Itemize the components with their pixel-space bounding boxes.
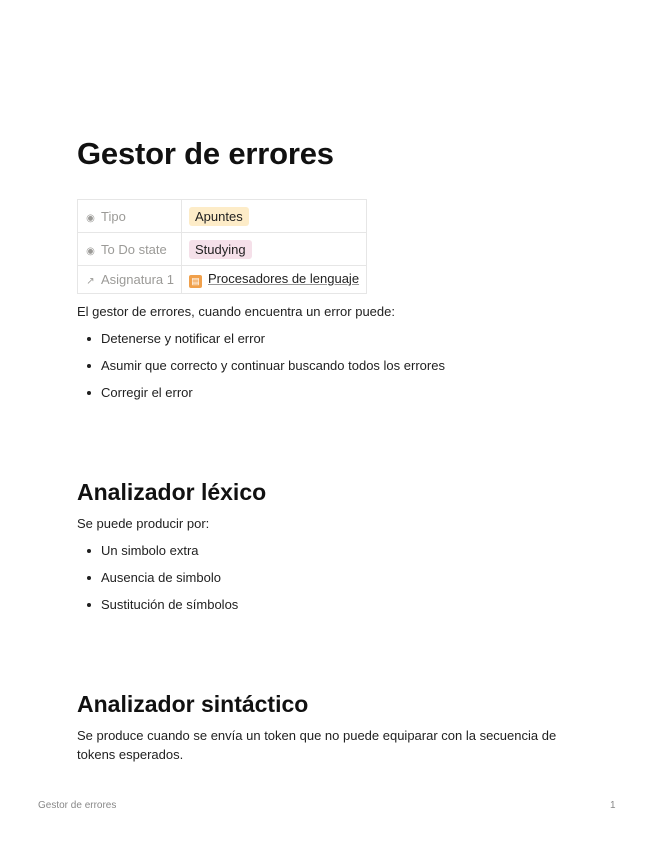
- list-item: Ausencia de simbolo: [77, 568, 238, 595]
- relation-link-procesadores[interactable]: Procesadores de lenguaje: [208, 271, 360, 286]
- select-icon: ◉: [86, 212, 95, 224]
- list-item: Un simbolo extra: [77, 541, 238, 568]
- property-name-cell: [78, 233, 182, 266]
- list-item: Sustitución de símbolos: [77, 595, 238, 622]
- page-title: Gestor de errores: [77, 136, 334, 171]
- intro-paragraph: El gestor de errores, cuando encuentra un error puede:: [77, 304, 395, 319]
- relation-arrow-icon: ↗: [86, 276, 95, 287]
- property-value-cell[interactable]: [182, 200, 367, 233]
- property-row-asignatura: [78, 266, 367, 294]
- list-item: Corregir el error: [77, 383, 445, 410]
- lexico-paragraph: Se puede producir por:: [77, 516, 210, 531]
- property-row-tipo: [78, 200, 367, 233]
- sintactico-paragraph: Se produce cuando se envía un token que no puede equiparar con la secuencia de tokens esperados.: [77, 728, 557, 762]
- notebook-icon: ▤: [189, 275, 202, 288]
- intro-list: [77, 329, 445, 410]
- property-name: Tipo: [101, 208, 126, 224]
- list-item: Detenerse y notificar el error: [77, 329, 445, 356]
- heading-analizador-lexico: Analizador léxico: [77, 479, 267, 505]
- select-icon: ◉: [86, 245, 95, 257]
- list-item: Asumir que correcto y continuar buscando todos los errores: [77, 356, 445, 383]
- property-value-cell[interactable]: [182, 266, 367, 294]
- property-name: Asignatura 1: [101, 272, 174, 287]
- property-row-todo-state: [78, 233, 367, 266]
- properties-table: [77, 199, 367, 294]
- heading-analizador-sintactico: Analizador sintáctico: [77, 691, 309, 717]
- lexico-list: [77, 541, 238, 622]
- page-number: 1: [610, 800, 616, 811]
- property-name: To Do state: [101, 241, 167, 257]
- tag-apuntes[interactable]: Apuntes: [189, 207, 249, 226]
- footer-title: Gestor de errores: [38, 800, 117, 811]
- tag-studying[interactable]: Studying: [189, 240, 252, 259]
- property-value-cell[interactable]: [182, 233, 367, 266]
- property-name-cell: [78, 200, 182, 233]
- property-name-cell: [78, 266, 182, 294]
